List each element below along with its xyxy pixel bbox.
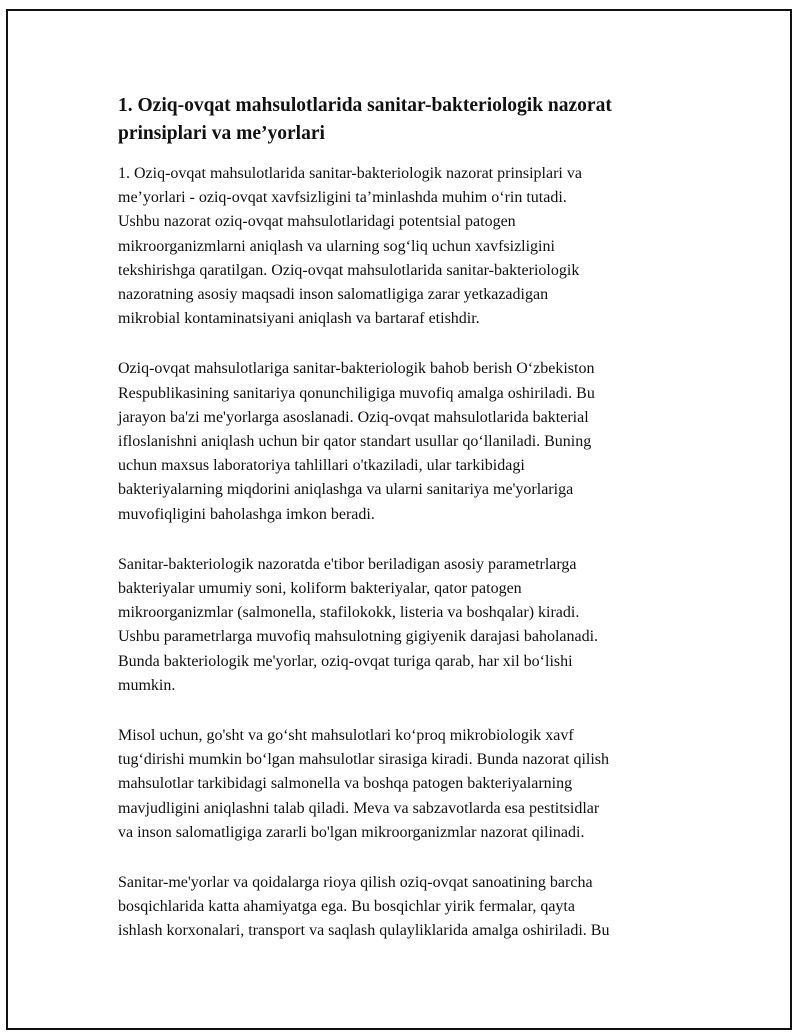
paragraph-2: Oziq-ovqat mahsulotlariga sanitar-bakteriologik bahob berish O‘zbekiston Respublikasining sanitariya qonunchiligiga muvofiq amalga oshiriladi. Bu jarayon ba'zi me'yorlarga asoslanadi. Oziq-ovqat mahsulotlarida bakterial ifloslanishni aniqlash uchun bir qator standart usullar qo‘llaniladi. Buning uchun maxsus laboratoriya tahlillari o'tkaziladi, ular tarkibidagi bakteriyalarning miqdorini aniqlashga va ularni sanitariya me'yorlariga muvofiqligini baholashga imkon beradi.	[118, 360, 595, 523]
paragraph-3: Sanitar-bakteriologik nazoratda e'tibor beriladigan asosiy parametrlarga bakteriyalar umumiy soni, koliform bakteriyalar, qator patogen mikroorganizmlar (salmonella, stafilokokk, listeria va boshqalar) kiradi. Ushbu parametrlarga muvofiq mahsulotning gigiyenik darajasi baholanadi. Bunda bakteriologik me'yorlar, oziq-ovqat turiga qarab, har xil bo‘lishi mumkin.	[118, 555, 599, 694]
document-title: 1. Oziq-ovqat mahsulotlarida sanitar-bakteriologik nazorat prinsiplari va me’yorlari	[118, 95, 612, 144]
document-body	[118, 92, 688, 970]
paragraph-4: Misol uchun, go'sht va go‘sht mahsulotlari ko‘proq mikrobiologik xavf tug‘dirishi mumkin bo‘lgan mahsulotlar sirasiga kiradi. Bunda nazorat qilish mahsulotlar tarkibidagi salmonella va boshqa patogen bakteriyalarning mavjudligini aniqlashni talab qiladi. Meva va sabzavotlarda esa pestitsidlar va inson salomatligiga zararli bo'lgan mikroorganizmlar nazorat qilinadi.	[118, 727, 610, 841]
paragraph-5: Sanitar-me'yorlar va qoidalarga rioya qilish oziq-ovqat sanoatining barcha bosqichlarida katta ahamiyatga ega. Bu bosqichlar yirik fermalar, qayta ishlash korxonalari, transport va saqlash qulayliklarida amalga oshiriladi. Bu	[118, 874, 610, 940]
paragraph-1: 1. Oziq-ovqat mahsulotlarida sanitar-bakteriologik nazorat prinsiplari va me’yorlari - oziq-ovqat xavfsizligini ta’minlashda muhim o‘rin tutadi. Ushbu nazorat oziq-ovqat mahsulotlaridagi potentsial patogen mikroorganizmlarni aniqlash va ularning sog‘liq uchun xavfsizligini tekshirishga qaratilgan. Oziq-ovqat mahsulotlarida sanitar-bakteriologik nazoratning asosiy maqsadi inson salomatligiga zarar yetkazadigan mikrobial kontaminatsiyani aniqlash va bartaraf etishdir.	[118, 165, 582, 328]
